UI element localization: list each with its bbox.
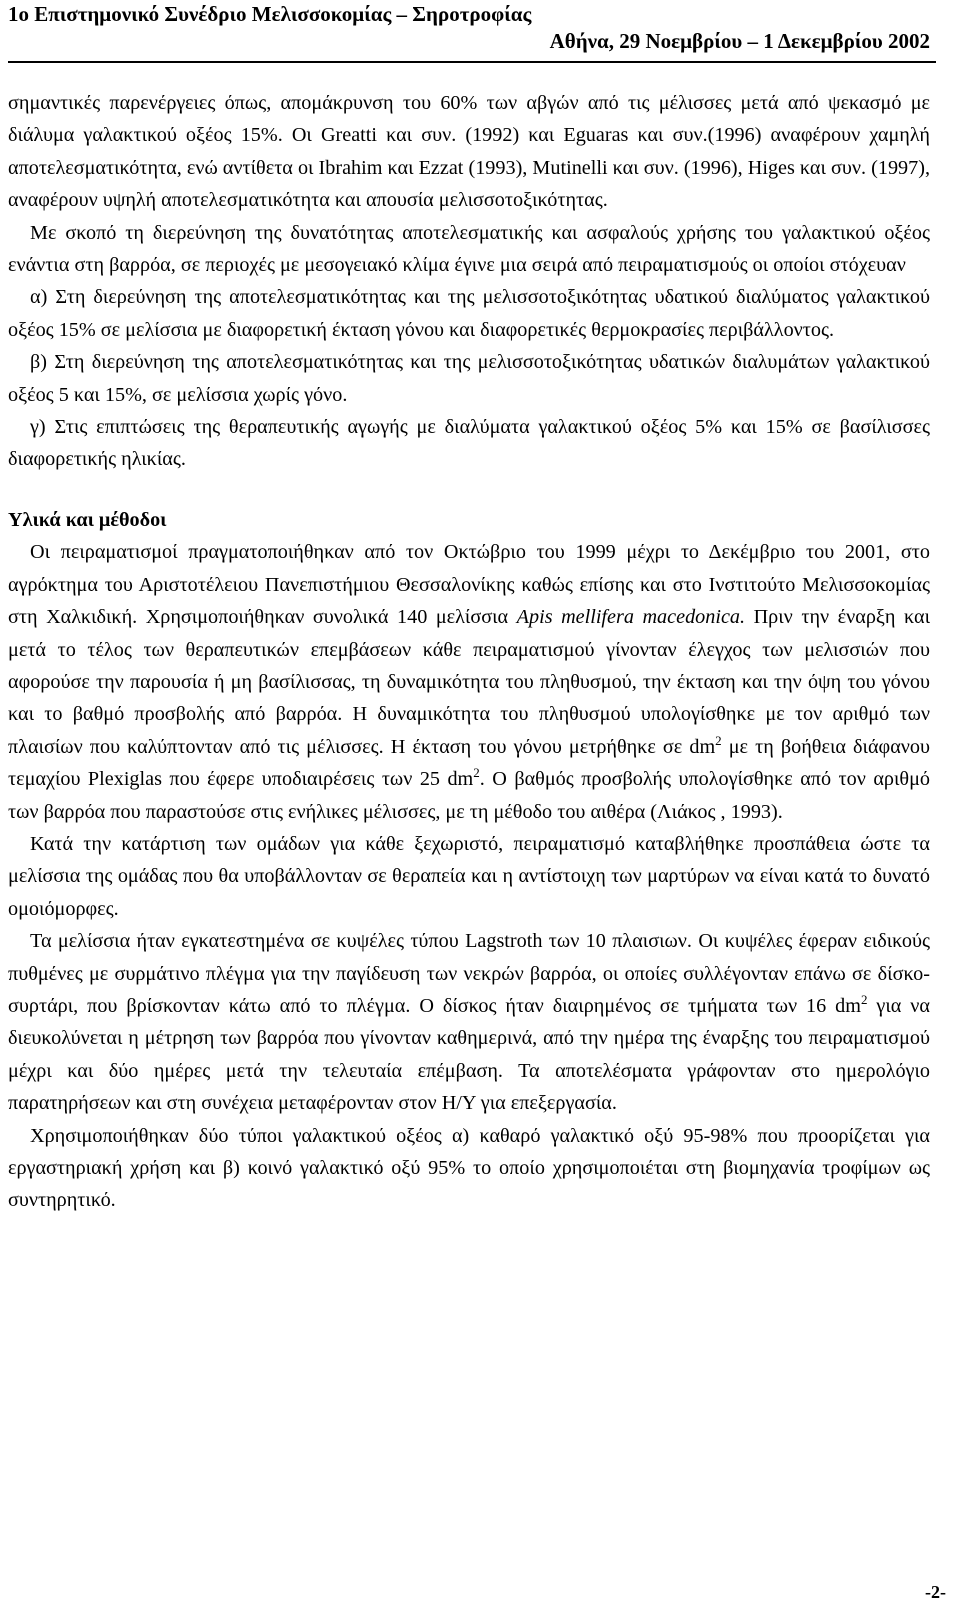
document-body xyxy=(8,87,930,1217)
methods-paragraph-4: Χρησιμοποιήθηκαν δύο τύποι γαλακτικού οξέος α) καθαρό γαλακτικό οξύ 95-98% που προορίζεται για εργαστηριακή χρήση και β) κοινό γαλακτικό οξύ 95% το οποίο χρησιμοποιέται στη βιομηχανία τροφίμων ως συντηρητικό. xyxy=(8,1124,930,1212)
aim-a: α) Στη διερεύνηση της αποτελεσματικότητας και της μελισσοτοξικότητας υδατικού διαλύματος γαλακτικού οξέος 15% σε μελίσσια με διαφορετική έκταση γόνου και διαφορετικές θερμοκρασίες περιβάλλοντος. xyxy=(8,286,930,341)
section-heading-methods: Υλικά και μέθοδοι xyxy=(8,508,167,531)
methods-paragraph-2: Κατά την κατάρτιση των ομάδων για κάθε ξεχωριστό, πειραματισμό καταβλήθηκε προσπάθεια ώστε τα μελίσσια της ομάδας που θα υποβάλλονταν σε θεραπεία και η αντίστοιχη των μαρτύρων να είναι κατά το δυνατό ομοιόμορφες. xyxy=(8,832,930,920)
aims-paragraph: Με σκοπό τη διερεύνηση της δυνατότητας αποτελεσματικής και ασφαλούς χρήσης του γαλακτικού οξέος ενάντια στη βαρρόα, σε περιοχές με μεσογειακό κλίμα έγινε μια σειρά από πειραματισμούς οι οποίοι στόχευαν xyxy=(8,221,930,277)
methods-p1-text-c: με τη βοήθεια διάφανου τεμαχίου Plexiglas που έφερε υποδιαιρέσεις των 25 dm xyxy=(8,735,931,791)
species-name: Apis mellifera macedonica. xyxy=(516,606,746,629)
header-rule xyxy=(8,61,936,63)
aim-c: γ) Στις επιπτώσεις της θεραπευτικής αγωγής με διαλύματα γαλακτικού οξέος 5% και 15% σε βασίλισσες διαφορετικής ηλικίας. xyxy=(8,416,930,471)
superscript: 2 xyxy=(473,765,480,781)
conference-dates: Αθήνα, 29 Νοεμβρίου – 1 Δεκεμβρίου 2002 xyxy=(549,29,930,53)
superscript: 2 xyxy=(715,732,722,748)
methods-p3-text-b: για να διευκολύνεται η μέτρηση των βαρρόα που γίνονταν καθημερινά, από την ημέρα της έναρξης του πειραματισμού μέχρι και δύο ημέρες μετά την τελευταία επέμβαση. Τα αποτελέσματα γράφονταν στο ημερολόγιο παρατηρήσεων και στη συνέχεια μεταφέρονταν στον Η/Υ για επεξεργασία. xyxy=(8,994,930,1115)
intro-paragraph: σημαντικές παρενέργειες όπως, απομάκρυνση του 60% των αβγών από τις μέλισσες μετά από ψεκασμό με διάλυμα γαλακτικού οξέος 15%. Οι Greatti και συν. (1992) και Eguaras και συν.(1996) αναφέρουν χαμηλή αποτελεσματικότητα, ενώ αντίθετα οι Ibrahim και Ezzat (1993), Mutinelli και συν. (1996), Higes και συν. (1997), αναφέρουν υψηλή αποτελεσματικότητα και απουσία μελισσοτοξικότητας. xyxy=(8,92,930,212)
methods-p1-text-b: Πριν την έναρξη και μετά το τέλος των θεραπευτικών επεμβάσεων κάθε πειραματισμού γίνονταν έλεγχος των μελισσιών που αφορούσε την παρουσία ή μη βασίλισσας, τη δυναμικότητα του πληθυσμού, την έκταση και την όψη του γόνου και το βαθμό προσβολής από βαρρόα. Η δυναμικότητα του πληθυσμού υπολογίσθηκε με τον αριθμό των πλαισίων που καλύπτονταν από τις μέλισσες. Η έκταση του γόνου μετρήθηκε σε dm xyxy=(8,606,931,758)
methods-p3-text-a: Τα μελίσσια ήταν εγκατεστημένα σε κυψέλες τύπου Lagstroth των 10 πλαισιων. Οι κυψέλες έφεραν ειδικούς πυθμένες με συρμάτινο πλέγμα για την παγίδευση των νεκρών βαρρόα, οι οποίες συλλέγονταν επάνω σε δίσκο-συρτάρι, που βρίσκονταν κάτω από το πλέγμα. Ο δίσκος ήταν διαιρημένος σε τμήματα των 16 dm xyxy=(8,930,930,1017)
superscript: 2 xyxy=(860,991,868,1007)
page-number: -2- xyxy=(925,1582,946,1602)
methods-p1-text-a: Οι πειραματισμοί πραγματοποιήθηκαν από τον Οκτώβριο του 1999 μέχρι το Δεκέμβριο του 2001, στο αγρόκτημα του Αριστοτέλειου Πανεπιστήμιου Θεσσαλονίκης καθώς επίσης και στο Ινστιτούτο Μελισσοκομίας στη Χαλκιδική. Χρησιμοποιήθηκαν συνολικά 140 μελίσσια xyxy=(8,541,930,629)
methods-p1-text-d: . Ο βαθμός προσβολής υπολογίσθηκε από τον αριθμό των βαρρόα που παραστούσε στις ενήλικες μέλισσες, με τη μέθοδο του αιθέρα (Λιάκος , 1993). xyxy=(8,768,930,823)
methods-paragraph-3 xyxy=(8,925,930,1119)
aim-b: β) Στη διερεύνηση της αποτελεσματικότητας και της μελισσοτοξικότητας υδατικών διαλυμάτων γαλακτικού οξέος 5 και 15%, σε μελίσσια χωρίς γόνο. xyxy=(8,351,930,406)
conference-title: 1ο Επιστημονικό Συνέδριο Μελισσοκομίας – Σηροτροφίας xyxy=(8,2,532,26)
methods-paragraph-1 xyxy=(8,536,930,828)
page-header xyxy=(8,0,930,55)
section-gap xyxy=(8,476,930,504)
